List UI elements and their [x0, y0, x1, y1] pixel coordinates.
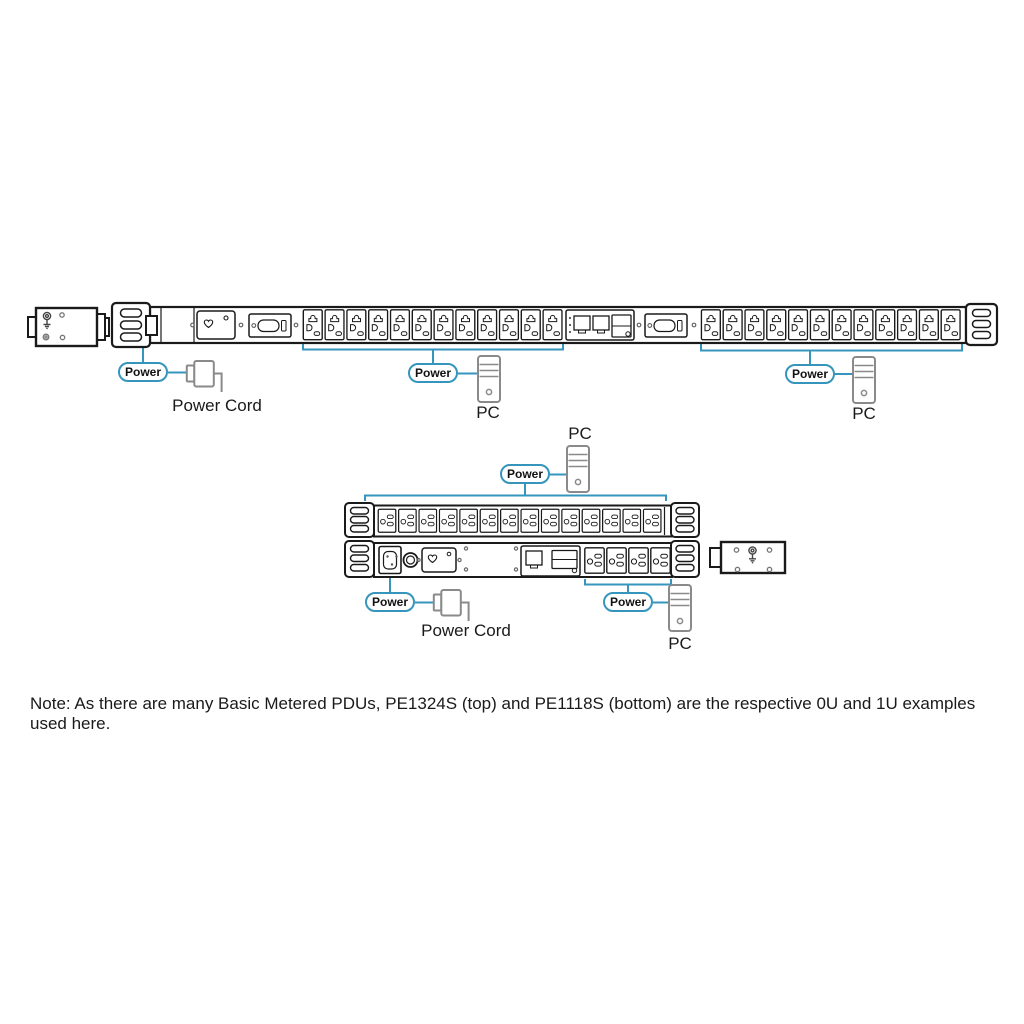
power-outlet: [832, 310, 851, 340]
meter-panel: [197, 311, 235, 339]
power-outlet: [723, 310, 742, 340]
mount-bracket-left: [345, 541, 374, 577]
pc-tower-4: [669, 585, 691, 631]
power-label-1u-inlet: Power: [365, 592, 415, 612]
power-outlet: [521, 509, 539, 532]
power-outlet: [810, 310, 829, 340]
pc-label-2: PC: [852, 404, 876, 423]
bracket-rear-outlets: [365, 484, 666, 501]
ground-terminal-box-left: [28, 308, 109, 346]
pdu-1u-rear: [345, 503, 699, 537]
bracket-outlet-group-1: [303, 342, 563, 363]
power-inlet-tab: [146, 316, 157, 335]
power-outlet: [562, 509, 580, 532]
mount-bracket-right: [966, 304, 997, 345]
power-outlet: [623, 509, 641, 532]
power-outlet: [456, 310, 475, 340]
power-outlet: [347, 310, 366, 340]
power-outlet: [585, 548, 604, 573]
ground-terminal-box-right: [710, 542, 785, 573]
pdu-0u-top: [112, 303, 997, 347]
power-outlet: [582, 509, 600, 532]
pdu-1u-front: [345, 541, 699, 577]
power-cord-icon-top: [187, 361, 222, 392]
power-outlet: [603, 509, 621, 532]
power-outlet: [541, 509, 559, 532]
power-outlet: [651, 548, 670, 573]
power-label-outlets-1: Power: [408, 363, 458, 383]
power-outlet: [898, 310, 917, 340]
pc-tower-3: [567, 446, 589, 492]
note-text: Note: As there are many Basic Metered PDUs, PE1324S (top) and PE1118S (bottom) are the respective 0U and 1U examples used here.: [30, 694, 976, 733]
power-outlet: [941, 310, 960, 340]
db9-port-1: [249, 314, 291, 337]
power-outlet: [543, 310, 562, 340]
mount-bracket-left: [345, 503, 374, 537]
power-outlet: [919, 310, 938, 340]
power-outlet: [434, 310, 453, 340]
power-outlet: [391, 310, 410, 340]
power-cord-label-top: Power Cord: [172, 396, 262, 415]
power-outlet: [439, 509, 457, 532]
pc-label-3: PC: [568, 424, 592, 443]
pc-tower-1: [478, 356, 500, 402]
power-cord-icon-1u: [434, 590, 469, 621]
power-outlet: [378, 509, 396, 532]
power-label-outlets-2: Power: [785, 364, 835, 384]
power-outlet: [412, 310, 431, 340]
power-outlet: [521, 310, 540, 340]
power-outlet: [399, 509, 417, 532]
power-outlet: [325, 310, 344, 340]
pc-tower-2: [853, 357, 875, 403]
power-outlet: [480, 509, 498, 532]
power-label-front-outlets: Power: [603, 592, 653, 612]
power-outlet: [701, 310, 720, 340]
power-outlet: [629, 548, 648, 573]
power-outlet: [876, 310, 895, 340]
power-outlet: [745, 310, 764, 340]
mount-bracket-right: [671, 541, 699, 577]
power-outlet: [607, 548, 626, 573]
power-outlet: [767, 310, 786, 340]
power-outlet: [789, 310, 808, 340]
lan-panel: [521, 546, 580, 576]
power-outlet: [478, 310, 497, 340]
power-outlet: [369, 310, 388, 340]
power-label-rear-outlets: Power: [500, 464, 550, 484]
mount-bracket-left: [112, 303, 150, 347]
power-outlet: [419, 509, 437, 532]
power-outlet: [460, 509, 478, 532]
power-cord-label-1u: Power Cord: [421, 621, 511, 640]
circuit-breaker: [404, 553, 418, 567]
bracket-outlet-group-2: [701, 343, 962, 364]
mount-bracket-right: [671, 503, 699, 537]
db9-port-2: [645, 314, 687, 337]
bracket-front-outlets: [585, 579, 671, 593]
c14-power-inlet: [379, 547, 401, 574]
power-outlet: [643, 509, 661, 532]
power-outlet: [500, 310, 519, 340]
lan-panel: [566, 310, 634, 340]
power-outlet: [303, 310, 322, 340]
power-outlet: [854, 310, 873, 340]
meter-panel: [422, 548, 456, 572]
pc-label-4: PC: [668, 634, 692, 653]
pc-label-1: PC: [476, 403, 500, 422]
power-label-top-inlet: Power: [118, 362, 168, 382]
power-outlet: [501, 509, 519, 532]
